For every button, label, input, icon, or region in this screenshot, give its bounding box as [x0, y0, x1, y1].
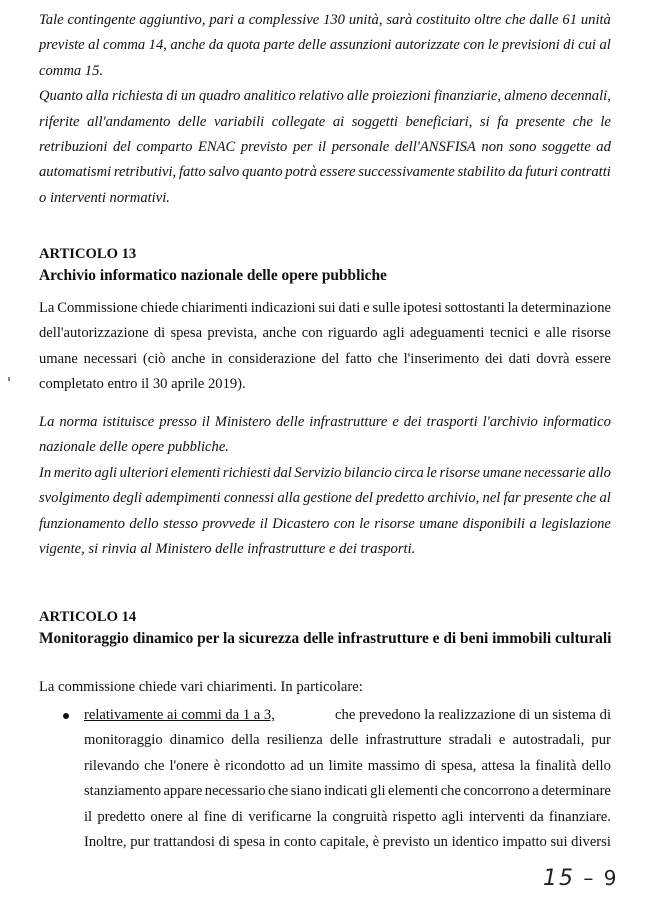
- article-14-number: ARTICOLO 14: [39, 609, 137, 625]
- text-line: previste al comma 14, anche da quota parte delle assunzioni autorizzate con le previsioni di cui al: [39, 37, 611, 54]
- text-line: il predetto onere al fine di verificarne la congruità rispetto agli interventi da finanziare.: [84, 808, 611, 825]
- article-13-response: [39, 410, 611, 562]
- text-line: stanziamento appare necessario che siano indicati gli elementi che concorrono a determinare: [84, 783, 611, 800]
- article-13-request: [39, 296, 611, 398]
- underlined-reference: relativamente ai commi da 1 a 3,: [84, 707, 275, 723]
- article-13-number: ARTICOLO 13: [39, 246, 137, 262]
- text-line: dell'autorizzazione di spesa prevista, anche con riguardo agli adeguamenti tecnici e alle risorse: [39, 325, 611, 342]
- text-line: comma 15.: [39, 62, 104, 79]
- text-line: nazionale delle opere pubbliche.: [39, 439, 229, 456]
- text-line: In merito agli ulteriori elementi richiesti dal Servizio bilancio circa le risorse umane necessarie allo: [39, 464, 611, 481]
- text-line: automatismi retributivi, fatto salvo quanto potrà essere successivamente stabilito da futuri contratti: [39, 164, 611, 181]
- text-line: umane necessari (ciò anche in considerazione del fatto che l'inserimento dei dati dovrà essere: [39, 350, 611, 367]
- article-14-intro: La commissione chiede vari chiarimenti. In particolare:: [39, 679, 363, 695]
- text-segment: che prevedono la realizzazione di un sistema di: [335, 707, 611, 723]
- article-14-title: Monitoraggio dinamico per la sicurezza delle infrastrutture e di beni immobili culturali: [39, 630, 612, 647]
- text-line: La Commissione chiede chiarimenti indicazioni sui dati e sulle ipotesi sottostanti la determinazione: [39, 300, 611, 316]
- text-line: Inoltre, pur trattandosi di spesa in conto capitale, è previsto un identico impatto sui diversi: [84, 833, 611, 850]
- text-line: retribuzioni del comparto ENAC previsto per il personale dell'ANSFISA non sono soggette ad: [39, 138, 611, 155]
- text-line: completato entro il 30 aprile 2019).: [39, 376, 246, 393]
- text-line: riferite all'andamento delle variabili collegate ai soggetti beneficiari, si fa presente che le: [39, 113, 611, 130]
- text-line: [84, 703, 611, 728]
- text-line: o interventi normativi.: [39, 189, 170, 206]
- top-paragraph: [39, 8, 611, 211]
- text-line: La norma istituisce presso il Ministero delle infrastrutture e dei trasporti l'archivio informatico: [39, 414, 611, 430]
- page-number: [543, 866, 618, 891]
- article-13-title: Archivio informatico nazionale delle opere pubbliche: [39, 267, 387, 284]
- printed-page-number: 9: [603, 866, 619, 890]
- text-line: Quanto alla richiesta di un quadro analitico relativo alle proiezioni finanziarie, almeno decennali,: [39, 88, 611, 105]
- text-line: Tale contingente aggiuntivo, pari a complessive 130 unità, sarà costituito oltre che dalle 61 unità: [39, 12, 611, 28]
- text-line: svolgimento degli adempimenti connessi alla gestione del predetto archivio, nel far presente che al: [39, 490, 611, 507]
- page-number-separator: –: [583, 866, 596, 890]
- text-line: rilevando che l'onere è ricondotto ad un limite massimo di spesa, attesa la finalità dello: [84, 757, 611, 774]
- margin-mark: [8, 377, 10, 381]
- bullet-icon: [63, 713, 69, 719]
- text-line: monitoraggio dinamico della resilienza delle infrastrutture stradali e autostradali, pur: [84, 732, 611, 749]
- text-line: vigente, si rinvia al Ministero delle infrastrutture e dei trasporti.: [39, 540, 416, 557]
- handwritten-page-number: 15: [543, 866, 575, 891]
- article-14-bullet: [84, 703, 611, 855]
- text-line: funzionamento dello stesso provvede il Dicastero con le risorse umane disponibili a legislazione: [39, 515, 611, 532]
